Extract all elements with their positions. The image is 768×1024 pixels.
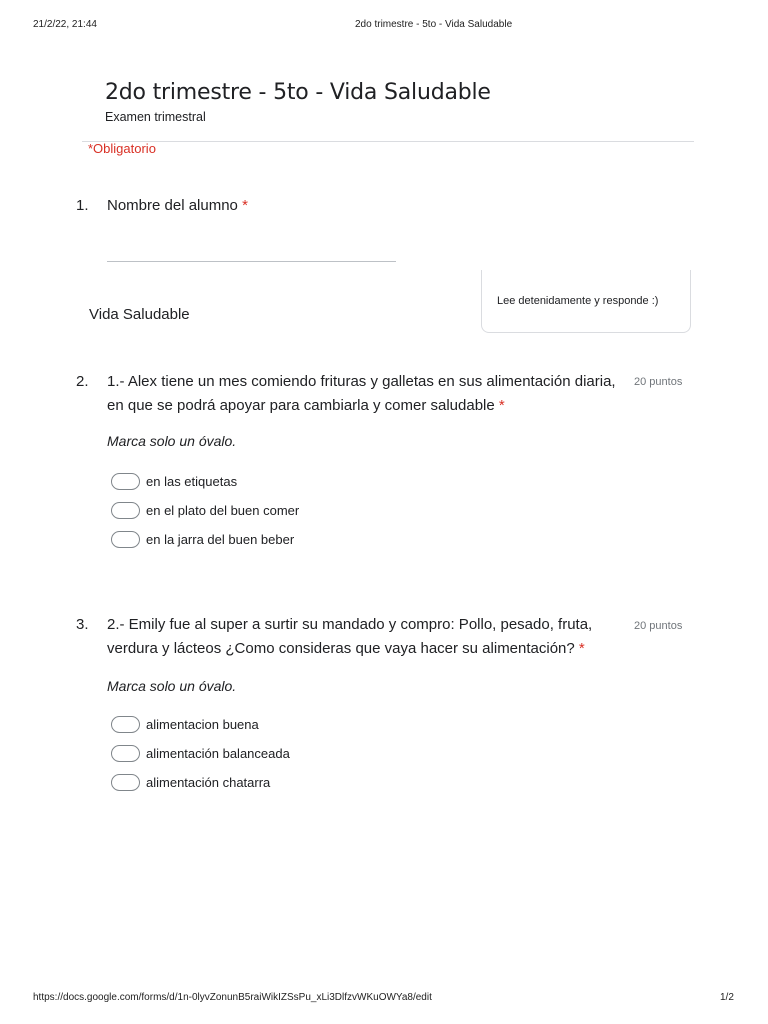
option-label: alimentacion buena (146, 716, 259, 732)
required-note: *Obligatorio (88, 141, 156, 156)
question-3-text (107, 613, 632, 661)
radio-oval-icon[interactable] (111, 531, 140, 548)
radio-oval-icon[interactable] (111, 716, 140, 733)
question-2-line-1: 1.- Alex tiene un mes comiendo frituras y galletas en sus alimentación diaria, (107, 373, 616, 390)
question-3-points: 20 puntos (634, 620, 683, 632)
question-2-hint: Marca solo un óvalo. (107, 433, 237, 449)
radio-option[interactable] (111, 743, 290, 763)
option-label: en la jarra del buen beber (146, 531, 295, 547)
option-label: en el plato del buen comer (146, 502, 300, 518)
question-2-line-2: en que se podrá apoyar para cambiarla y comer saludable (107, 397, 495, 414)
radio-option[interactable] (111, 529, 294, 549)
radio-option[interactable] (111, 714, 259, 734)
question-3-line-2: verdura y lácteos ¿Como consideras que vaya hacer su alimentación? (107, 640, 575, 657)
form-description: Examen trimestral (105, 110, 206, 124)
question-2-number: 2. (76, 373, 89, 390)
form-title: 2do trimestre - 5to - Vida Saludable (105, 80, 491, 105)
radio-oval-icon[interactable] (111, 745, 140, 762)
option-label: alimentación chatarra (146, 774, 271, 790)
name-answer-field[interactable] (107, 261, 396, 262)
required-asterisk: * (498, 397, 505, 414)
question-2-points: 20 puntos (634, 376, 683, 388)
radio-option[interactable] (111, 772, 270, 792)
option-label: en las etiquetas (146, 473, 238, 489)
question-1-text (107, 194, 248, 218)
question-3-hint: Marca solo un óvalo. (107, 678, 237, 694)
required-asterisk: * (578, 640, 585, 657)
radio-option[interactable] (111, 500, 299, 520)
page-number: 1/2 (720, 992, 734, 1003)
print-datetime: 21/2/22, 21:44 (33, 19, 97, 30)
footer-url: https://docs.google.com/forms/d/1n-0lyvZonunB5raiWikIZSsPu_xLi3DlfzvWKuOWYa8/edit (33, 992, 432, 1003)
question-3-number: 3. (76, 616, 89, 633)
required-asterisk: * (242, 197, 248, 214)
question-3-line-1: 2.- Emily fue al super a surtir su mandado y compro: Pollo, pesado, fruta, (107, 616, 593, 633)
section-title: Vida Saludable (89, 306, 190, 323)
header-divider (82, 141, 694, 142)
radio-oval-icon[interactable] (111, 473, 140, 490)
radio-oval-icon[interactable] (111, 502, 140, 519)
radio-oval-icon[interactable] (111, 774, 140, 791)
option-label: alimentación balanceada (146, 745, 290, 761)
question-1-number: 1. (76, 197, 89, 214)
question-1-label: Nombre del alumno (107, 197, 238, 214)
section-description: Lee detenidamente y responde :) (497, 295, 659, 307)
radio-option[interactable] (111, 471, 237, 491)
question-2-text (107, 370, 632, 418)
print-title: 2do trimestre - 5to - Vida Saludable (355, 19, 513, 30)
